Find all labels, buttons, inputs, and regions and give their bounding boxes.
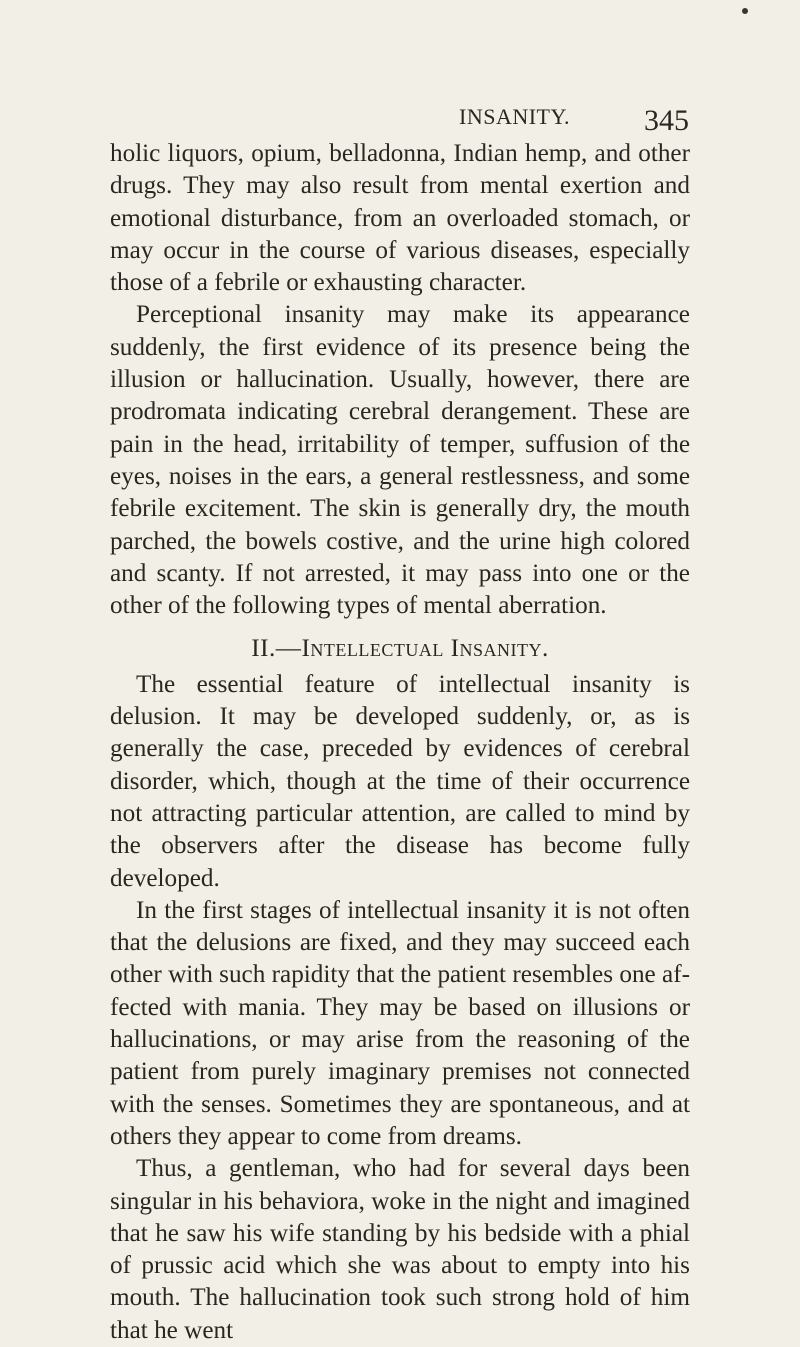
paragraph-essential-feature: The essential feature of intellectual insanity is delusion. It may be developed suddenly, or, as is generally the case, preceded by evidences of cerebral disorder, which, though at the time of their occurrence not attracting particular attention, are called to mind by the observers after the disease has become fully developed. bbox=[110, 670, 690, 892]
running-title: INSANITY. bbox=[459, 104, 571, 129]
body-text bbox=[110, 138, 690, 1347]
page-number: 345 bbox=[644, 104, 689, 137]
ink-speck bbox=[742, 8, 748, 14]
paragraph-example-gentleman: Thus, a gentleman, who had for several days been singular in his behaviora, woke in the night and imagined that he saw his wife standing by his bedside with a phial of prussic acid which she was about to empty into his mouth. The hallucination took such strong hold of him that he went bbox=[110, 1155, 690, 1344]
section-heading: II.—Intellectual Insanity. bbox=[251, 635, 549, 663]
paragraph-first-stages: In the first stages of intellectual insanity it is not often that the delusions are fixed, and they may succeed each other with such rapidity that the patient resembles one affected with mania. They may be based on illusions or hallucinations, or may arise from the reasoning of the patient from purely imaginary premises not connected with the senses. Sometimes they are spontaneous, and at others they appear to come from dreams. bbox=[110, 896, 690, 1150]
paragraph-continued: holic liquors, opium, belladonna, Indian hemp, and other drugs. They may also result from mental exertion and emotional disturbance, from an overloaded stomach, or may occur in the course of various diseases, especially those of a febrile or exhausting character. bbox=[110, 140, 690, 297]
paragraph-perceptional-insanity: Perceptional insanity may make its appearance suddenly, the first evidence of its presence being the illusion or hallucination. Usually, however, there are prodromata indicating cerebral derangement. These are pain in the head, irritability of temper, suffusion of the eyes, noises in the ears, a general restlessness, and some febrile excitement. The skin is generally dry, the mouth parched, the bowels costive, and the urine high colored and scanty. If not arrested, it may pass into one or the other of the following types of mental aberration. bbox=[110, 301, 690, 620]
